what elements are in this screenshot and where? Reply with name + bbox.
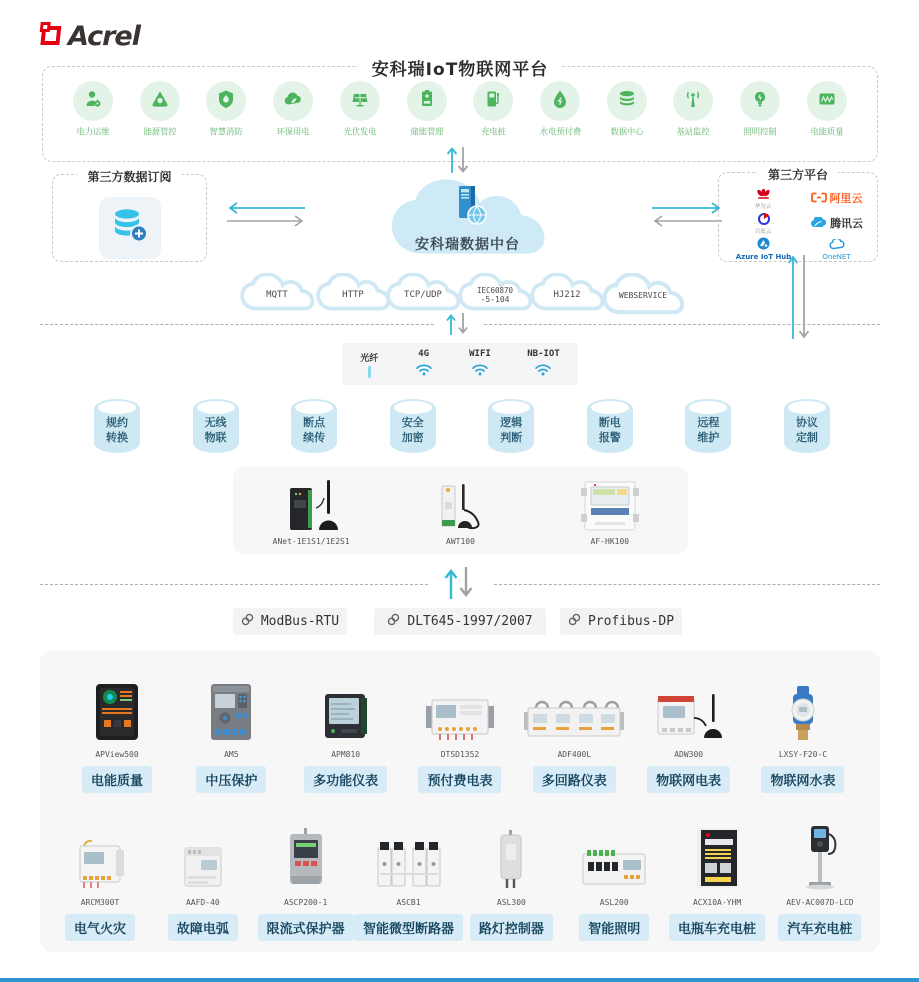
conn-nbiot: NB-IOT	[527, 349, 560, 380]
platform-huawei-cloud[interactable]: 华为云	[727, 185, 800, 210]
category-pill: 中压保护	[196, 766, 266, 793]
dtsd1352-image	[424, 678, 496, 742]
gateway-awt100[interactable]: AWT100	[428, 476, 492, 546]
app-basestation[interactable]	[663, 81, 723, 138]
wifi-icon	[534, 361, 552, 380]
protocol-dlt645: DLT645-1997/2007	[374, 608, 546, 635]
app-energy-mgmt[interactable]	[130, 81, 190, 138]
right-exchange-arrows	[650, 200, 724, 232]
app-label: 能源管控	[143, 128, 177, 138]
protocol-modbus: ModBus-RTU	[233, 608, 347, 635]
divider-line	[494, 584, 880, 585]
app-label: 数据中心	[610, 128, 644, 138]
app-datacenter[interactable]	[597, 81, 657, 138]
data-cloud-label: 安科瑞数据中台	[415, 237, 520, 253]
product-dtsd1352[interactable]: DTSD1352 预付费电表	[405, 678, 515, 793]
third-party-platform-box	[718, 168, 878, 262]
category-pill: 电能质量	[82, 766, 152, 793]
arcm300t-image	[70, 826, 130, 890]
adw300-image	[650, 678, 728, 742]
app-lighting[interactable]	[730, 81, 790, 138]
link-icon	[568, 613, 581, 630]
page-title: 安科瑞IoT物联网平台	[358, 60, 563, 80]
category-pill: 限流式保护器	[258, 914, 354, 941]
acrel-data-cloud[interactable]	[385, 176, 550, 268]
products-row-1	[62, 678, 858, 793]
divider-line	[40, 324, 434, 325]
platform-tencent-cloud[interactable]: 腾讯云	[800, 213, 873, 232]
baidu-cloud-icon	[757, 210, 771, 229]
lxsy-f20c-image	[783, 678, 823, 742]
conn-4g: 4G	[415, 349, 433, 380]
app-charger[interactable]	[463, 81, 523, 138]
application-icons-row	[63, 81, 857, 138]
charger-icon	[483, 89, 503, 113]
product-aafd40[interactable]: AAFD-40 故障电弧	[153, 826, 253, 941]
product-adw300[interactable]: ADW300 物联网电表	[634, 678, 744, 793]
aev-image	[797, 826, 843, 890]
onenet-icon	[829, 235, 845, 254]
protocol-cloud-webservice: WEBSERVICE	[601, 273, 685, 313]
gateway-devices-box	[233, 467, 688, 554]
ascp200-image	[282, 826, 330, 890]
feature-cylinder: 断点 续传	[291, 399, 337, 453]
protocol-cloud-mqtt: MQTT	[239, 273, 315, 313]
product-asl200[interactable]: ASL200 智能照明	[564, 826, 664, 941]
app-label: 光伏发电	[343, 128, 377, 138]
server-icon	[447, 184, 489, 232]
feature-cylinder: 断电 报警	[587, 399, 633, 453]
product-asl300[interactable]: ASL300 路灯控制器	[461, 826, 561, 941]
right-vertical-arrows	[786, 253, 812, 345]
category-pill: 多功能仪表	[304, 766, 387, 793]
conn-wifi: WIFI	[469, 349, 491, 380]
platform-azure-iot-hub[interactable]: Azure IoT Hub	[727, 235, 800, 261]
category-pill: 智能微型断路器	[354, 914, 463, 941]
platform-logos-grid	[727, 185, 873, 261]
up-down-arrows-bottom	[436, 566, 482, 604]
link-icon	[387, 613, 400, 630]
app-label: 储能管理	[410, 128, 444, 138]
platform-onenet[interactable]: OneNET	[800, 235, 873, 261]
app-energy-storage[interactable]	[397, 81, 457, 138]
feature-cylinder: 安全 加密	[390, 399, 436, 453]
database-plus-icon	[110, 206, 150, 250]
gateway-afhk100[interactable]: AF-HK100	[571, 476, 649, 546]
awt100-device-image	[428, 476, 492, 534]
app-prepay[interactable]	[530, 81, 590, 138]
acx10a-image	[689, 826, 745, 890]
category-pill: 汽车充电桩	[778, 914, 861, 941]
energy-storage-icon	[417, 89, 437, 113]
product-lxsy-f20c[interactable]: LXSY-F20-C 物联网水表	[748, 678, 858, 793]
protocol-cloud-http: HTTP	[315, 273, 391, 313]
product-apview500[interactable]: APView500 电能质量	[62, 678, 172, 793]
power-quality-icon	[817, 89, 837, 113]
footer-accent-bar	[0, 978, 919, 982]
platform-aliyun[interactable]: 阿里云	[800, 188, 873, 207]
category-pill: 物联网水表	[761, 766, 844, 793]
product-am5[interactable]: AM5 中压保护	[176, 678, 286, 793]
energy-mgmt-icon	[150, 89, 170, 113]
wifi-icon	[415, 361, 433, 380]
feature-cylinder: 规约 转换	[94, 399, 140, 453]
product-arcm300t[interactable]: ARCM300T 电气火灾	[50, 826, 150, 941]
product-ascb1[interactable]: ASCB1 智能微型断路器	[359, 826, 459, 941]
solar-icon	[350, 89, 370, 113]
app-label: 电力运维	[76, 128, 110, 138]
gateway-anet[interactable]: ANet-1E1S1/1E2S1	[272, 476, 350, 546]
app-fire-safety[interactable]	[196, 81, 256, 138]
aafd40-image	[175, 826, 231, 890]
ascb1-image	[372, 826, 446, 890]
apview500-image	[93, 678, 141, 742]
category-pill: 电气火灾	[65, 914, 135, 941]
app-label: 电能质量	[810, 128, 844, 138]
products-row-2	[50, 826, 870, 941]
feature-cylinder: 协议 定制	[784, 399, 830, 453]
basestation-icon	[683, 89, 703, 113]
fire-safety-icon	[216, 89, 236, 113]
app-power-quality[interactable]	[797, 81, 857, 138]
apm810-image	[321, 678, 371, 742]
brand-name: Acrel	[68, 20, 140, 52]
third-party-platform-title: 第三方平台	[758, 168, 838, 182]
acrel-logo-icon	[38, 20, 64, 52]
conn-fiber: 光纤	[360, 351, 378, 378]
category-pill: 物联网电表	[647, 766, 730, 793]
divider-line	[40, 584, 428, 585]
protocol-cloud-iec60870: IEC60870 -5-104	[457, 273, 533, 313]
app-eco-power[interactable]	[263, 81, 323, 138]
asl300-image	[493, 826, 529, 890]
huawei-cloud-icon	[756, 185, 771, 204]
link-icon	[241, 613, 254, 630]
lighting-icon	[750, 89, 770, 113]
third-party-data-title: 第三方数据订阅	[77, 170, 181, 184]
anet-device-image	[272, 476, 350, 534]
app-label: 充电桩	[480, 128, 506, 138]
product-apm810[interactable]: APM810 多功能仪表	[291, 678, 401, 793]
product-ascp200[interactable]: ASCP200-1 限流式保护器	[256, 826, 356, 941]
power-ops-icon	[83, 89, 103, 113]
feature-cylinder: 逻辑 判断	[488, 399, 534, 453]
am5-image	[205, 678, 257, 742]
tencent-cloud-icon	[810, 213, 827, 232]
prepay-icon	[550, 89, 570, 113]
database-subscribe-tile[interactable]	[99, 197, 161, 259]
third-party-data-box	[52, 170, 207, 262]
afhk100-device-image	[571, 476, 649, 534]
app-label: 照明控制	[743, 128, 777, 138]
connectivity-box	[342, 343, 578, 385]
products-box	[40, 650, 880, 952]
category-pill: 智能照明	[579, 914, 649, 941]
category-pill: 故障电弧	[168, 914, 238, 941]
fiber-icon	[368, 366, 371, 378]
category-pill: 多回路仪表	[533, 766, 616, 793]
gateway-features-row	[94, 399, 830, 453]
protocol-cloud-tcpudp: TCP/UDP	[385, 273, 461, 313]
feature-cylinder: 无线 物联	[193, 399, 239, 453]
protocol-profibus: Profibus-DP	[560, 608, 682, 635]
left-exchange-arrows	[225, 200, 307, 232]
product-aev[interactable]: AEV-AC007D-LCD 汽车充电桩	[770, 826, 870, 941]
datacenter-icon	[617, 89, 637, 113]
aliyun-icon	[811, 188, 827, 207]
azure-iot-hub-icon	[757, 235, 770, 254]
up-down-arrows-mid	[440, 312, 476, 340]
app-label: 水电预付费	[539, 128, 581, 138]
up-down-arrows-top	[444, 145, 474, 179]
app-power-ops[interactable]	[63, 81, 123, 138]
app-solar[interactable]	[330, 81, 390, 138]
category-pill: 路灯控制器	[470, 914, 553, 941]
adf400l-image	[522, 678, 626, 742]
app-label: 智慧消防	[209, 128, 243, 138]
category-pill: 预付费电表	[418, 766, 501, 793]
eco-power-icon	[283, 89, 303, 113]
category-pill: 电瓶车充电桩	[669, 914, 765, 941]
asl200-image	[577, 826, 651, 890]
wifi-icon	[471, 361, 489, 380]
product-adf400l[interactable]: ADF400L 多回路仪表	[519, 678, 629, 793]
app-label: 基站监控	[676, 128, 711, 138]
app-label: 环保用电	[276, 128, 310, 138]
acrel-logo	[38, 20, 140, 52]
feature-cylinder: 远程 维护	[685, 399, 731, 453]
product-acx10a[interactable]: ACX10A-YHM 电瓶车充电桩	[667, 826, 767, 941]
divider-line	[484, 324, 880, 325]
protocol-cloud-hj212: HJ212	[529, 273, 605, 313]
platform-baidu-cloud[interactable]: 百度云	[727, 210, 800, 235]
protocol-clouds-row	[0, 273, 919, 315]
